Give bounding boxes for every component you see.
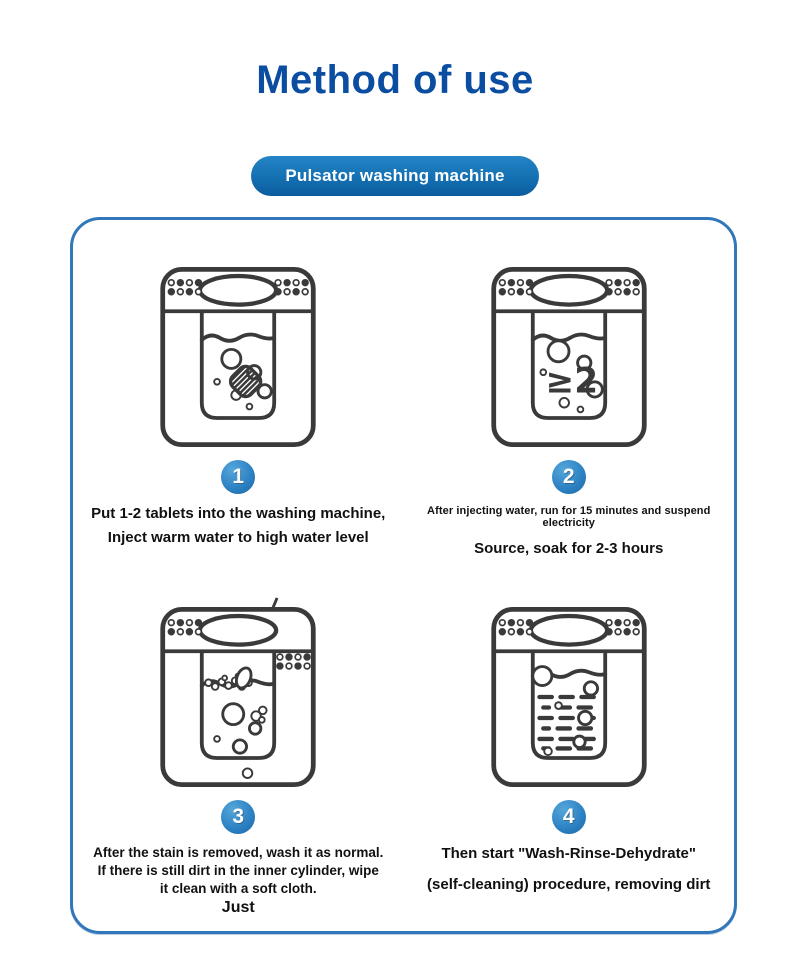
washing-machine-tablet-icon: [157, 256, 319, 458]
caption-line: Put 1-2 tablets into the washing machine,: [91, 505, 386, 522]
step-caption: [427, 845, 710, 907]
caption-line: Source, soak for 2-3 hours: [474, 540, 664, 557]
step-number-badge: 2: [552, 460, 586, 494]
caption-line: Just: [221, 899, 255, 916]
page-title: Method of use: [256, 58, 534, 102]
caption-line: Then start "Wash-Rinse-Dehydrate": [441, 845, 697, 862]
step-caption: [93, 845, 383, 924]
step-caption: [91, 505, 385, 553]
steps-grid: [73, 220, 734, 924]
washing-machine-spin-icon: [488, 596, 650, 798]
step-number-badge: 3: [221, 800, 255, 834]
caption-line: (self-cleaning) procedure, removing dirt: [427, 876, 711, 893]
caption-line: If there is still dirt in the inner cylinder, wipe: [97, 863, 379, 878]
step-cell-4: [404, 596, 735, 924]
machine-type-badge: Pulsator washing machine: [251, 156, 538, 196]
caption-line: Inject warm water to high water level: [107, 529, 369, 546]
step-cell-2: [404, 256, 735, 564]
caption-line: After injecting water, run for 15 minutes and suspend electricity: [427, 505, 711, 529]
step-caption: [404, 505, 735, 564]
caption-line: After the stain is removed, wash it as normal.: [93, 845, 384, 860]
washing-machine-soak-icon: [488, 256, 650, 458]
step-number-badge: 1: [221, 460, 255, 494]
step-cell-3: [73, 596, 404, 924]
washing-machine-scrub-icon: [157, 596, 319, 798]
svg-text:≥2: ≥2: [545, 361, 598, 402]
step-cell-1: [73, 256, 404, 564]
step-number-badge: 4: [552, 800, 586, 834]
caption-line: it clean with a soft cloth.: [159, 881, 317, 896]
steps-panel: [70, 217, 737, 934]
